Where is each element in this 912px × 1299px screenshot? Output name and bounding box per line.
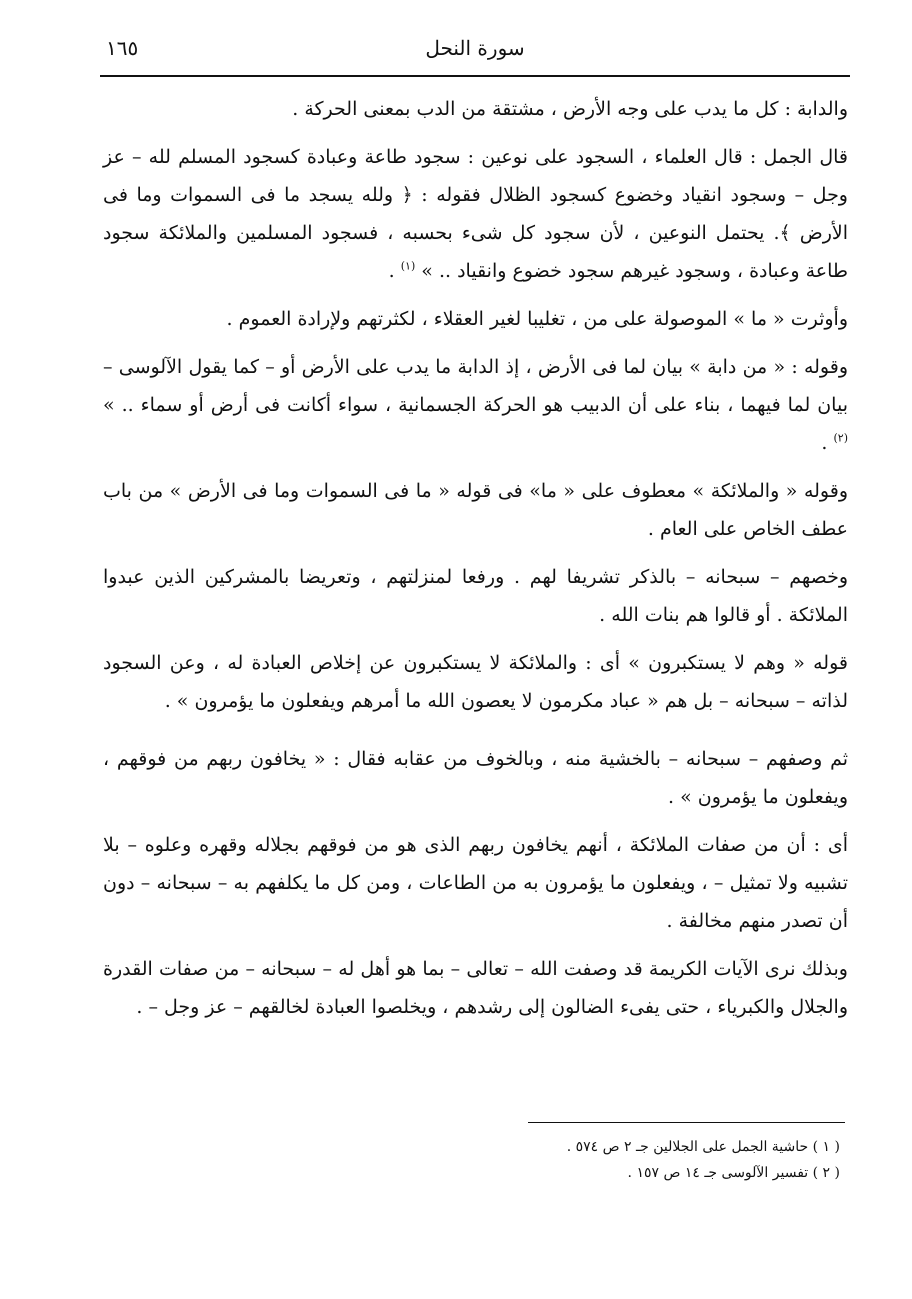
footnote-2: ( ٢ ) تفسير الآلوسى جـ ١٤ ص ١٥٧ .: [627, 1165, 840, 1181]
paragraph-4-end: .: [821, 432, 834, 454]
footnote-ref-2: (٢): [833, 431, 848, 445]
paragraph-3-text: وأوثرت « ما » الموصولة على من ، تغليبا لغير العقلاء ، لكثرتهم ولإرادة العموم .: [226, 308, 848, 330]
page-header: [100, 34, 850, 70]
body-text: [103, 90, 848, 1036]
paragraph-6: [103, 558, 848, 634]
paragraph-8-text: ثم وصفهم – سبحانه – بالخشية منه ، وبالخوف من عقابه فقال : « يخافون ربهم من فوقهم ، ويفعلون ما يؤمرون » .: [103, 748, 848, 808]
header-divider: [100, 75, 850, 77]
paragraph-5-text: وقوله « والملائكة » معطوف على « ما» فى قوله « ما فى السموات وما فى الأرض » من باب عطف الخاص على العام .: [103, 480, 848, 540]
paragraph-2-end: .: [388, 260, 401, 282]
paragraph-1: [103, 90, 848, 128]
paragraph-7-text: قوله « وهم لا يستكبرون » أى : والملائكة لا يستكبرون عن إخلاص العبادة له ، وعن السجود لذاته – سبحانه – بل هم « عباد مكرمون لا يعصون الله ما أمرهم ويفعلون ما يؤمرون » .: [103, 652, 848, 712]
paragraph-5: [103, 472, 848, 548]
paragraph-3: [103, 300, 848, 338]
paragraph-2: [103, 138, 848, 290]
paragraph-7: [103, 644, 848, 720]
paragraph-1-text: والدابة : كل ما يدب على وجه الأرض ، مشتقة من الدب بمعنى الحركة .: [292, 98, 848, 120]
running-title: سورة النحل: [425, 36, 525, 60]
footnote-divider: [528, 1122, 845, 1123]
paragraph-2-text: قال الجمل : قال العلماء ، السجود على نوعين : سجود طاعة وعبادة كسجود المسلم لله – عز وجل – وسجود انقياد وخضوع كسجود الظلال فقوله : ﴿ ولله يسجد ما فى السموات وما فى الأرض ﴾. يحتمل النوعين ، لأن سجود كل شىء بحسبه ، فسجود المسلمين والملائكة سجود طاعة وعبادة ، وسجود غيرهم سجود خضوع وانقياد .. »: [103, 146, 848, 282]
paragraph-9: [103, 826, 848, 940]
footnote-1: ( ١ ) حاشية الجمل على الجلالين جـ ٢ ص ٥٧٤ .: [566, 1139, 840, 1155]
footnotes: [400, 1134, 840, 1186]
paragraph-4-text: وقوله : « من دابة » بيان لما فى الأرض ، إذ الدابة ما يدب على الأرض أو – كما يقول الآلوسى – بيان لما فيهما ، بناء على أن الدبيب هو الحركة الجسمانية ، سواء أكانت فى أرض أو سماء .. »: [103, 356, 848, 416]
paragraph-9-text: أى : أن من صفات الملائكة ، أنهم يخافون ربهم الذى هو من فوقهم بجلاله وقهره وعلوه – بلا تشبيه ولا تمثيل – ، ويفعلون ما يؤمرون به من الطاعات ، ومن كل ما يكلفهم به – سبحانه – دون أن تصدر منهم مخالفة .: [103, 834, 848, 932]
paragraph-4: [103, 348, 848, 462]
paragraph-10-text: وبذلك نرى الآيات الكريمة قد وصفت الله – تعالى – بما هو أهل له – سبحانه – من صفات القدرة والجلال والكبرياء ، حتى يفىء الضالون إلى رشدهم ، ويخلصوا العبادة لخالقهم – عز وجل – .: [103, 958, 848, 1018]
page-number: ١٦٥: [106, 36, 139, 60]
paragraph-8: [103, 740, 848, 816]
paragraph-10: [103, 950, 848, 1026]
paragraph-6-text: وخصهم – سبحانه – بالذكر تشريفا لهم . ورفعا لمنزلتهم ، وتعريضا بالمشركين الذين عبدوا الملائكة . أو قالوا هم بنات الله .: [103, 566, 848, 626]
footnote-ref-1: (١): [400, 259, 416, 273]
